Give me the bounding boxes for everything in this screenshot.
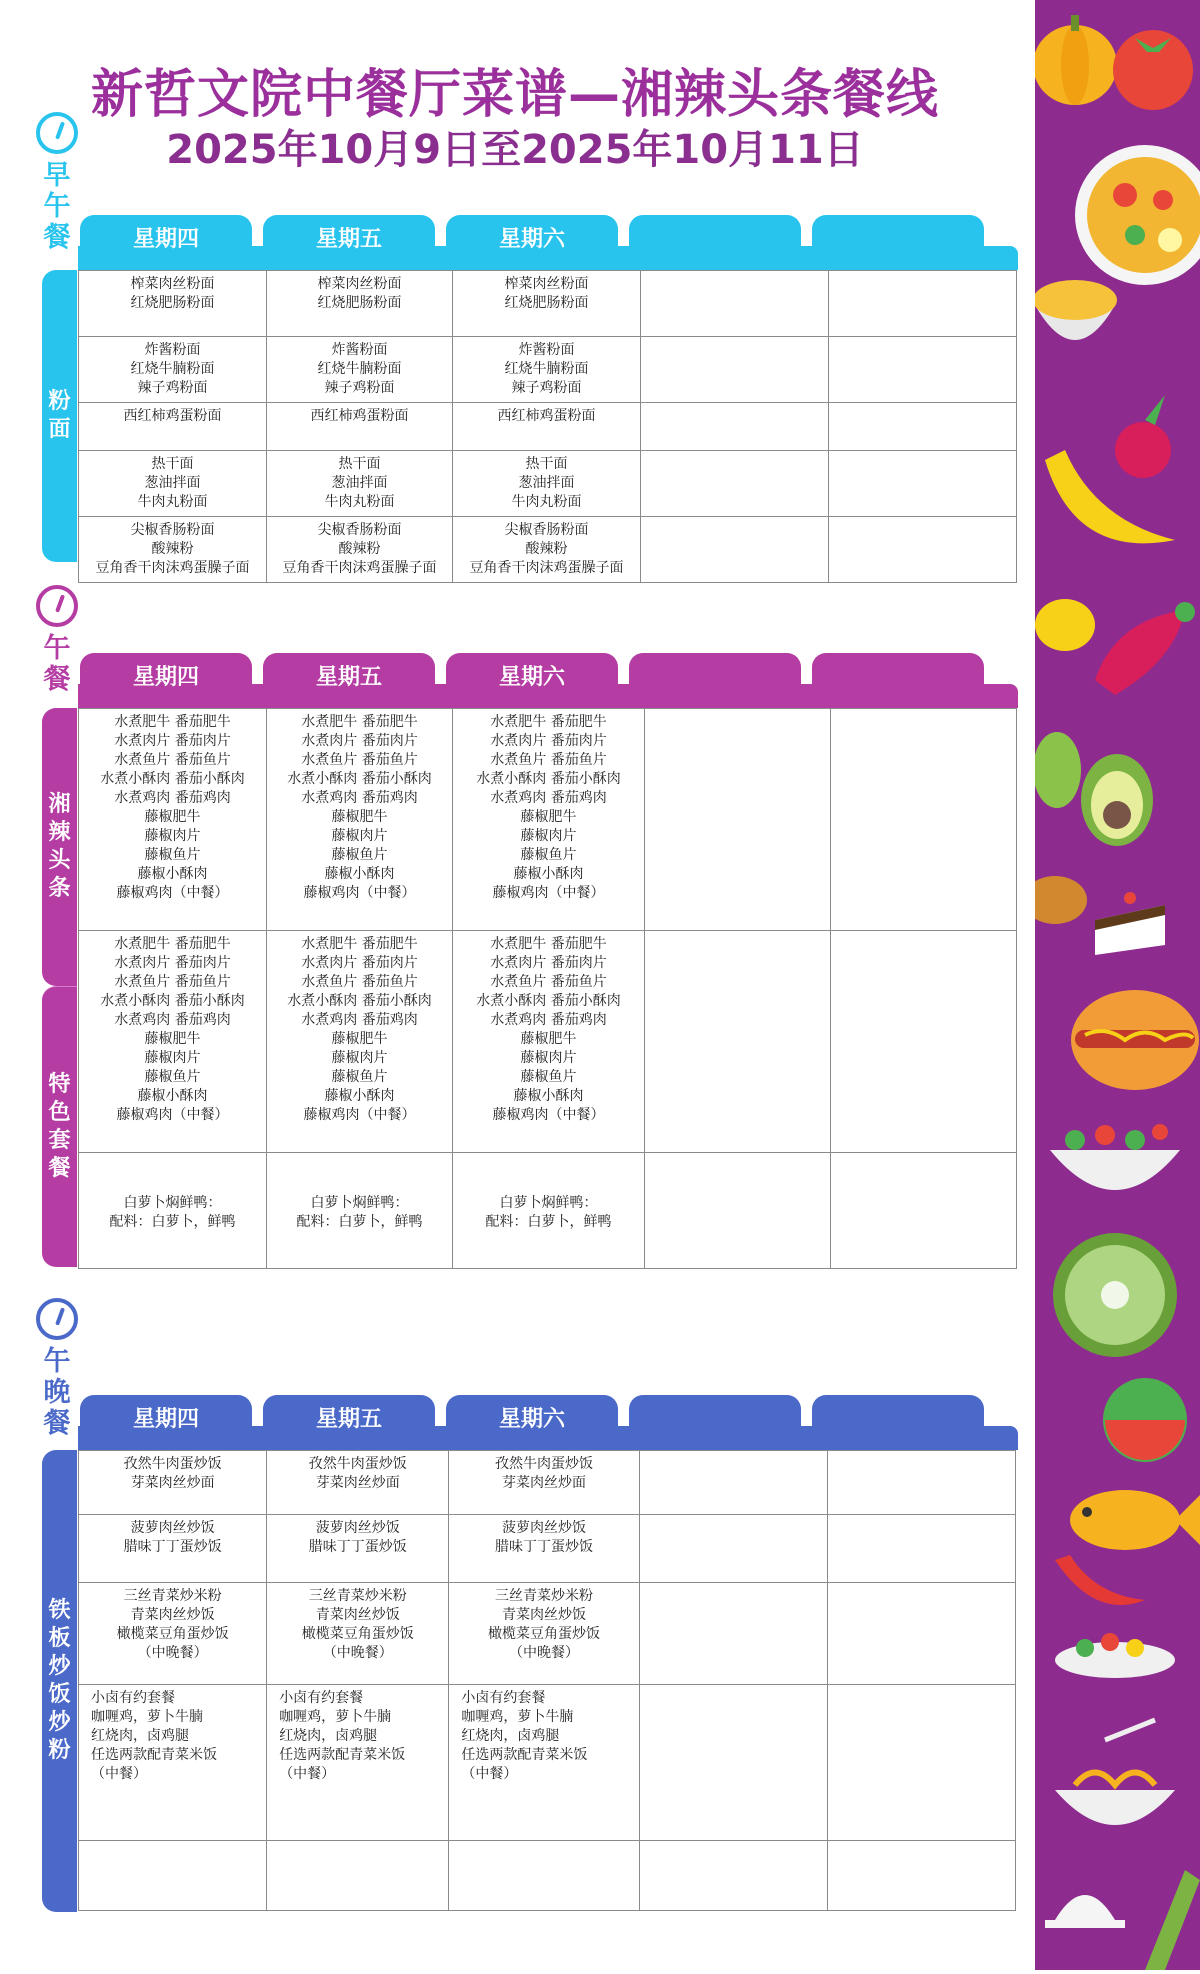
tab-day-2: 星期五 xyxy=(263,1395,435,1450)
menu-cell: 白萝卜焖鲜鸭： 配料：白萝卜，鲜鸭 xyxy=(267,1153,453,1269)
table-row xyxy=(79,1685,1016,1841)
menu-cell xyxy=(645,931,831,1153)
afternoon-category: 铁 板 炒 饭 炒 粉 xyxy=(42,1450,77,1912)
menu-cell: 炸酱粉面 红烧牛腩粉面 辣子鸡粉面 xyxy=(267,337,453,403)
breakfast-category: 粉 面 xyxy=(42,270,77,562)
menu-cell: 尖椒香肠粉面 酸辣粉 豆角香干肉沫鸡蛋臊子面 xyxy=(267,517,453,583)
avocado-icon xyxy=(1081,754,1153,846)
breakfast-label: 早 午 餐 xyxy=(43,160,71,253)
afternoon-day-tabs xyxy=(78,1395,1018,1450)
cake-icon xyxy=(1095,892,1165,955)
kiwi-icon xyxy=(1053,1233,1177,1357)
clock-icon xyxy=(36,1298,78,1340)
menu-cell: 水煮肥牛 番茄肥牛 水煮肉片 番茄肉片 水煮鱼片 番茄鱼片 水煮小酥肉 番茄小酥肉 水煮鸡肉 番茄鸡肉 藤椒肥牛 藤椒肉片 藤椒鱼片 藤椒小酥肉 藤椒鸡肉（中餐） xyxy=(453,709,645,931)
menu-cell: 热干面 葱油拌面 牛肉丸粉面 xyxy=(453,451,641,517)
menu-cell: 水煮肥牛 番茄肥牛 水煮肉片 番茄肉片 水煮鱼片 番茄鱼片 水煮小酥肉 番茄小酥肉 水煮鸡肉 番茄鸡肉 藤椒肥牛 藤椒肉片 藤椒鱼片 藤椒小酥肉 藤椒鸡肉（中餐） xyxy=(267,931,453,1153)
lunch-category-set-meal: 特 色 套 餐 xyxy=(42,986,77,1267)
afternoon-marker xyxy=(30,1298,84,1439)
table-row xyxy=(79,451,1017,517)
menu-cell xyxy=(639,1451,827,1515)
menu-cell: 孜然牛肉蛋炒饭 芽菜肉丝炒面 xyxy=(267,1451,449,1515)
tab-day-1: 星期四 xyxy=(80,1395,252,1450)
menu-cell: 孜然牛肉蛋炒饭 芽菜肉丝炒面 xyxy=(449,1451,639,1515)
menu-cell xyxy=(827,1583,1015,1685)
menu-cell: 小卤有约套餐 咖喱鸡，萝卜牛腩 红烧肉，卤鸡腿 任选两款配青菜米饭 （中餐） xyxy=(267,1685,449,1841)
tab-day-1: 星期四 xyxy=(80,215,252,270)
table-row xyxy=(79,517,1017,583)
menu-cell: 白萝卜焖鲜鸭： 配料：白萝卜，鲜鸭 xyxy=(453,1153,645,1269)
menu-cell: 尖椒香肠粉面 酸辣粉 豆角香干肉沫鸡蛋臊子面 xyxy=(453,517,641,583)
menu-cell: 热干面 葱油拌面 牛肉丸粉面 xyxy=(79,451,267,517)
menu-cell xyxy=(639,1841,827,1911)
salad-plate-icon xyxy=(1055,1633,1175,1678)
lemon-icon xyxy=(1035,599,1095,651)
menu-cell: 水煮肥牛 番茄肥牛 水煮肉片 番茄肉片 水煮鱼片 番茄鱼片 水煮小酥肉 番茄小酥肉 水煮鸡肉 番茄鸡肉 藤椒肥牛 藤椒肉片 藤椒鱼片 藤椒小酥肉 藤椒鸡肉（中餐） xyxy=(267,709,453,931)
menu-cell xyxy=(645,709,831,931)
salad-bowl-icon xyxy=(1050,1124,1180,1190)
noodle-bowl-icon xyxy=(1055,1720,1175,1825)
menu-cell: 西红柿鸡蛋粉面 xyxy=(267,403,453,451)
menu-cell: 热干面 葱油拌面 牛肉丸粉面 xyxy=(267,451,453,517)
table-row xyxy=(79,271,1017,337)
menu-cell xyxy=(641,517,829,583)
menu-cell xyxy=(79,1841,267,1911)
tab-day-4 xyxy=(629,653,801,708)
menu-cell xyxy=(641,403,829,451)
menu-cell: 水煮肥牛 番茄肥牛 水煮肉片 番茄肉片 水煮鱼片 番茄鱼片 水煮小酥肉 番茄小酥肉 水煮鸡肉 番茄鸡肉 藤椒肥牛 藤椒肉片 藤椒鱼片 藤椒小酥肉 藤椒鸡肉（中餐） xyxy=(79,709,267,931)
lunch-label: 午 餐 xyxy=(43,633,71,695)
food-illustrations xyxy=(1035,0,1200,1970)
pumpkin-icon xyxy=(1035,15,1117,105)
menu-cell: 小卤有约套餐 咖喱鸡，萝卜牛腩 红烧肉，卤鸡腿 任选两款配青菜米饭 （中餐） xyxy=(79,1685,267,1841)
menu-cell xyxy=(267,1841,449,1911)
tab-day-5 xyxy=(812,215,984,270)
menu-cell: 菠萝肉丝炒饭 腊味丁丁蛋炒饭 xyxy=(267,1515,449,1583)
menu-cell xyxy=(827,1451,1015,1515)
menu-cell xyxy=(639,1583,827,1685)
menu-cell xyxy=(639,1685,827,1841)
decorative-food-strip xyxy=(1035,0,1200,1970)
snack-bowl-icon xyxy=(1035,280,1117,340)
menu-cell: 三丝青菜炒米粉 青菜肉丝炒饭 橄榄菜豆角蛋炒饭 （中晚餐） xyxy=(449,1583,639,1685)
radish-icon xyxy=(1115,395,1171,478)
menu-cell: 榨菜肉丝粉面 红烧肥肠粉面 xyxy=(453,271,641,337)
table-row xyxy=(79,709,1017,931)
tab-day-5 xyxy=(812,1395,984,1450)
table-row xyxy=(79,1153,1017,1269)
menu-cell xyxy=(829,517,1017,583)
table-row xyxy=(79,1583,1016,1685)
tab-day-3: 星期六 xyxy=(446,215,618,270)
tomato-icon xyxy=(1113,30,1193,110)
menu-cell: 菠萝肉丝炒饭 腊味丁丁蛋炒饭 xyxy=(449,1515,639,1583)
menu-cell: 水煮肥牛 番茄肥牛 水煮肉片 番茄肉片 水煮鱼片 番茄鱼片 水煮小酥肉 番茄小酥肉 水煮鸡肉 番茄鸡肉 藤椒肥牛 藤椒肉片 藤椒鱼片 藤椒小酥肉 藤椒鸡肉（中餐） xyxy=(79,931,267,1153)
menu-cell: 尖椒香肠粉面 酸辣粉 豆角香干肉沫鸡蛋臊子面 xyxy=(79,517,267,583)
menu-cell: 三丝青菜炒米粉 青菜肉丝炒饭 橄榄菜豆角蛋炒饭 （中晚餐） xyxy=(79,1583,267,1685)
lunch-menu-table xyxy=(78,708,1017,1269)
pepper-icon xyxy=(1055,1555,1145,1605)
tab-day-3: 星期六 xyxy=(446,1395,618,1450)
table-row xyxy=(79,1841,1016,1911)
soup-bowl-icon xyxy=(1075,145,1200,285)
lunch-day-tabs xyxy=(78,653,1018,708)
tab-day-3: 星期六 xyxy=(446,653,618,708)
watermelon-icon xyxy=(1103,1378,1187,1462)
menu-cell xyxy=(827,1685,1015,1841)
clock-icon xyxy=(36,585,78,627)
menu-cell xyxy=(829,271,1017,337)
menu-cell xyxy=(449,1841,639,1911)
menu-cell xyxy=(827,1515,1015,1583)
tab-day-4 xyxy=(629,1395,801,1450)
leek-icon xyxy=(1145,1870,1200,1970)
afternoon-label: 午 晚 餐 xyxy=(43,1346,71,1439)
breakfast-marker xyxy=(30,112,84,253)
menu-cell: 小卤有约套餐 咖喱鸡，萝卜牛腩 红烧肉，卤鸡腿 任选两款配青菜米饭 （中餐） xyxy=(449,1685,639,1841)
menu-cell xyxy=(645,1153,831,1269)
tab-day-5 xyxy=(812,653,984,708)
menu-cell: 孜然牛肉蛋炒饭 芽菜肉丝炒面 xyxy=(79,1451,267,1515)
menu-cell: 炸酱粉面 红烧牛腩粉面 辣子鸡粉面 xyxy=(453,337,641,403)
menu-cell: 水煮肥牛 番茄肥牛 水煮肉片 番茄肉片 水煮鱼片 番茄鱼片 水煮小酥肉 番茄小酥肉 水煮鸡肉 番茄鸡肉 藤椒肥牛 藤椒肉片 藤椒鱼片 藤椒小酥肉 藤椒鸡肉（中餐） xyxy=(453,931,645,1153)
fish-icon xyxy=(1070,1490,1200,1550)
menu-cell xyxy=(639,1515,827,1583)
table-row xyxy=(79,1451,1016,1515)
menu-cell: 西红柿鸡蛋粉面 xyxy=(453,403,641,451)
hotdog-icon xyxy=(1071,990,1199,1090)
breakfast-day-tabs xyxy=(78,215,1018,270)
menu-cell: 白萝卜焖鲜鸭： 配料：白萝卜，鲜鸭 xyxy=(79,1153,267,1269)
menu-cell xyxy=(829,403,1017,451)
page-subtitle: 2025年10月9日至2025年10月11日 xyxy=(166,127,864,173)
menu-cell xyxy=(831,931,1017,1153)
lunch-category-spicy: 湘 辣 头 条 xyxy=(42,708,77,986)
cloche-icon xyxy=(1045,1895,1125,1928)
afternoon-menu-table xyxy=(78,1450,1016,1911)
table-row xyxy=(79,1515,1016,1583)
menu-cell xyxy=(641,451,829,517)
table-row xyxy=(79,403,1017,451)
menu-cell: 炸酱粉面 红烧牛腩粉面 辣子鸡粉面 xyxy=(79,337,267,403)
menu-cell xyxy=(829,337,1017,403)
menu-cell xyxy=(829,451,1017,517)
bread-icon xyxy=(1035,876,1087,924)
menu-cell xyxy=(827,1841,1015,1911)
tab-day-2: 星期五 xyxy=(263,653,435,708)
menu-cell: 菠萝肉丝炒饭 腊味丁丁蛋炒饭 xyxy=(79,1515,267,1583)
menu-cell: 榨菜肉丝粉面 红烧肥肠粉面 xyxy=(79,271,267,337)
menu-cell: 三丝青菜炒米粉 青菜肉丝炒饭 橄榄菜豆角蛋炒饭 （中晚餐） xyxy=(267,1583,449,1685)
table-row xyxy=(79,931,1017,1153)
menu-cell xyxy=(641,271,829,337)
pear-icon xyxy=(1035,732,1081,808)
tab-day-4 xyxy=(629,215,801,270)
lunch-marker xyxy=(30,585,84,695)
eggplant-icon xyxy=(1095,602,1195,695)
page-title: 新哲文院中餐厅菜谱—湘辣头条餐线 xyxy=(90,65,939,125)
tab-day-1: 星期四 xyxy=(80,653,252,708)
menu-cell: 榨菜肉丝粉面 红烧肥肠粉面 xyxy=(267,271,453,337)
menu-cell xyxy=(831,1153,1017,1269)
breakfast-menu-table xyxy=(78,270,1017,583)
table-row xyxy=(79,337,1017,403)
tab-day-2: 星期五 xyxy=(263,215,435,270)
clock-icon xyxy=(36,112,78,154)
menu-cell xyxy=(641,337,829,403)
menu-cell: 西红柿鸡蛋粉面 xyxy=(79,403,267,451)
menu-cell xyxy=(831,709,1017,931)
